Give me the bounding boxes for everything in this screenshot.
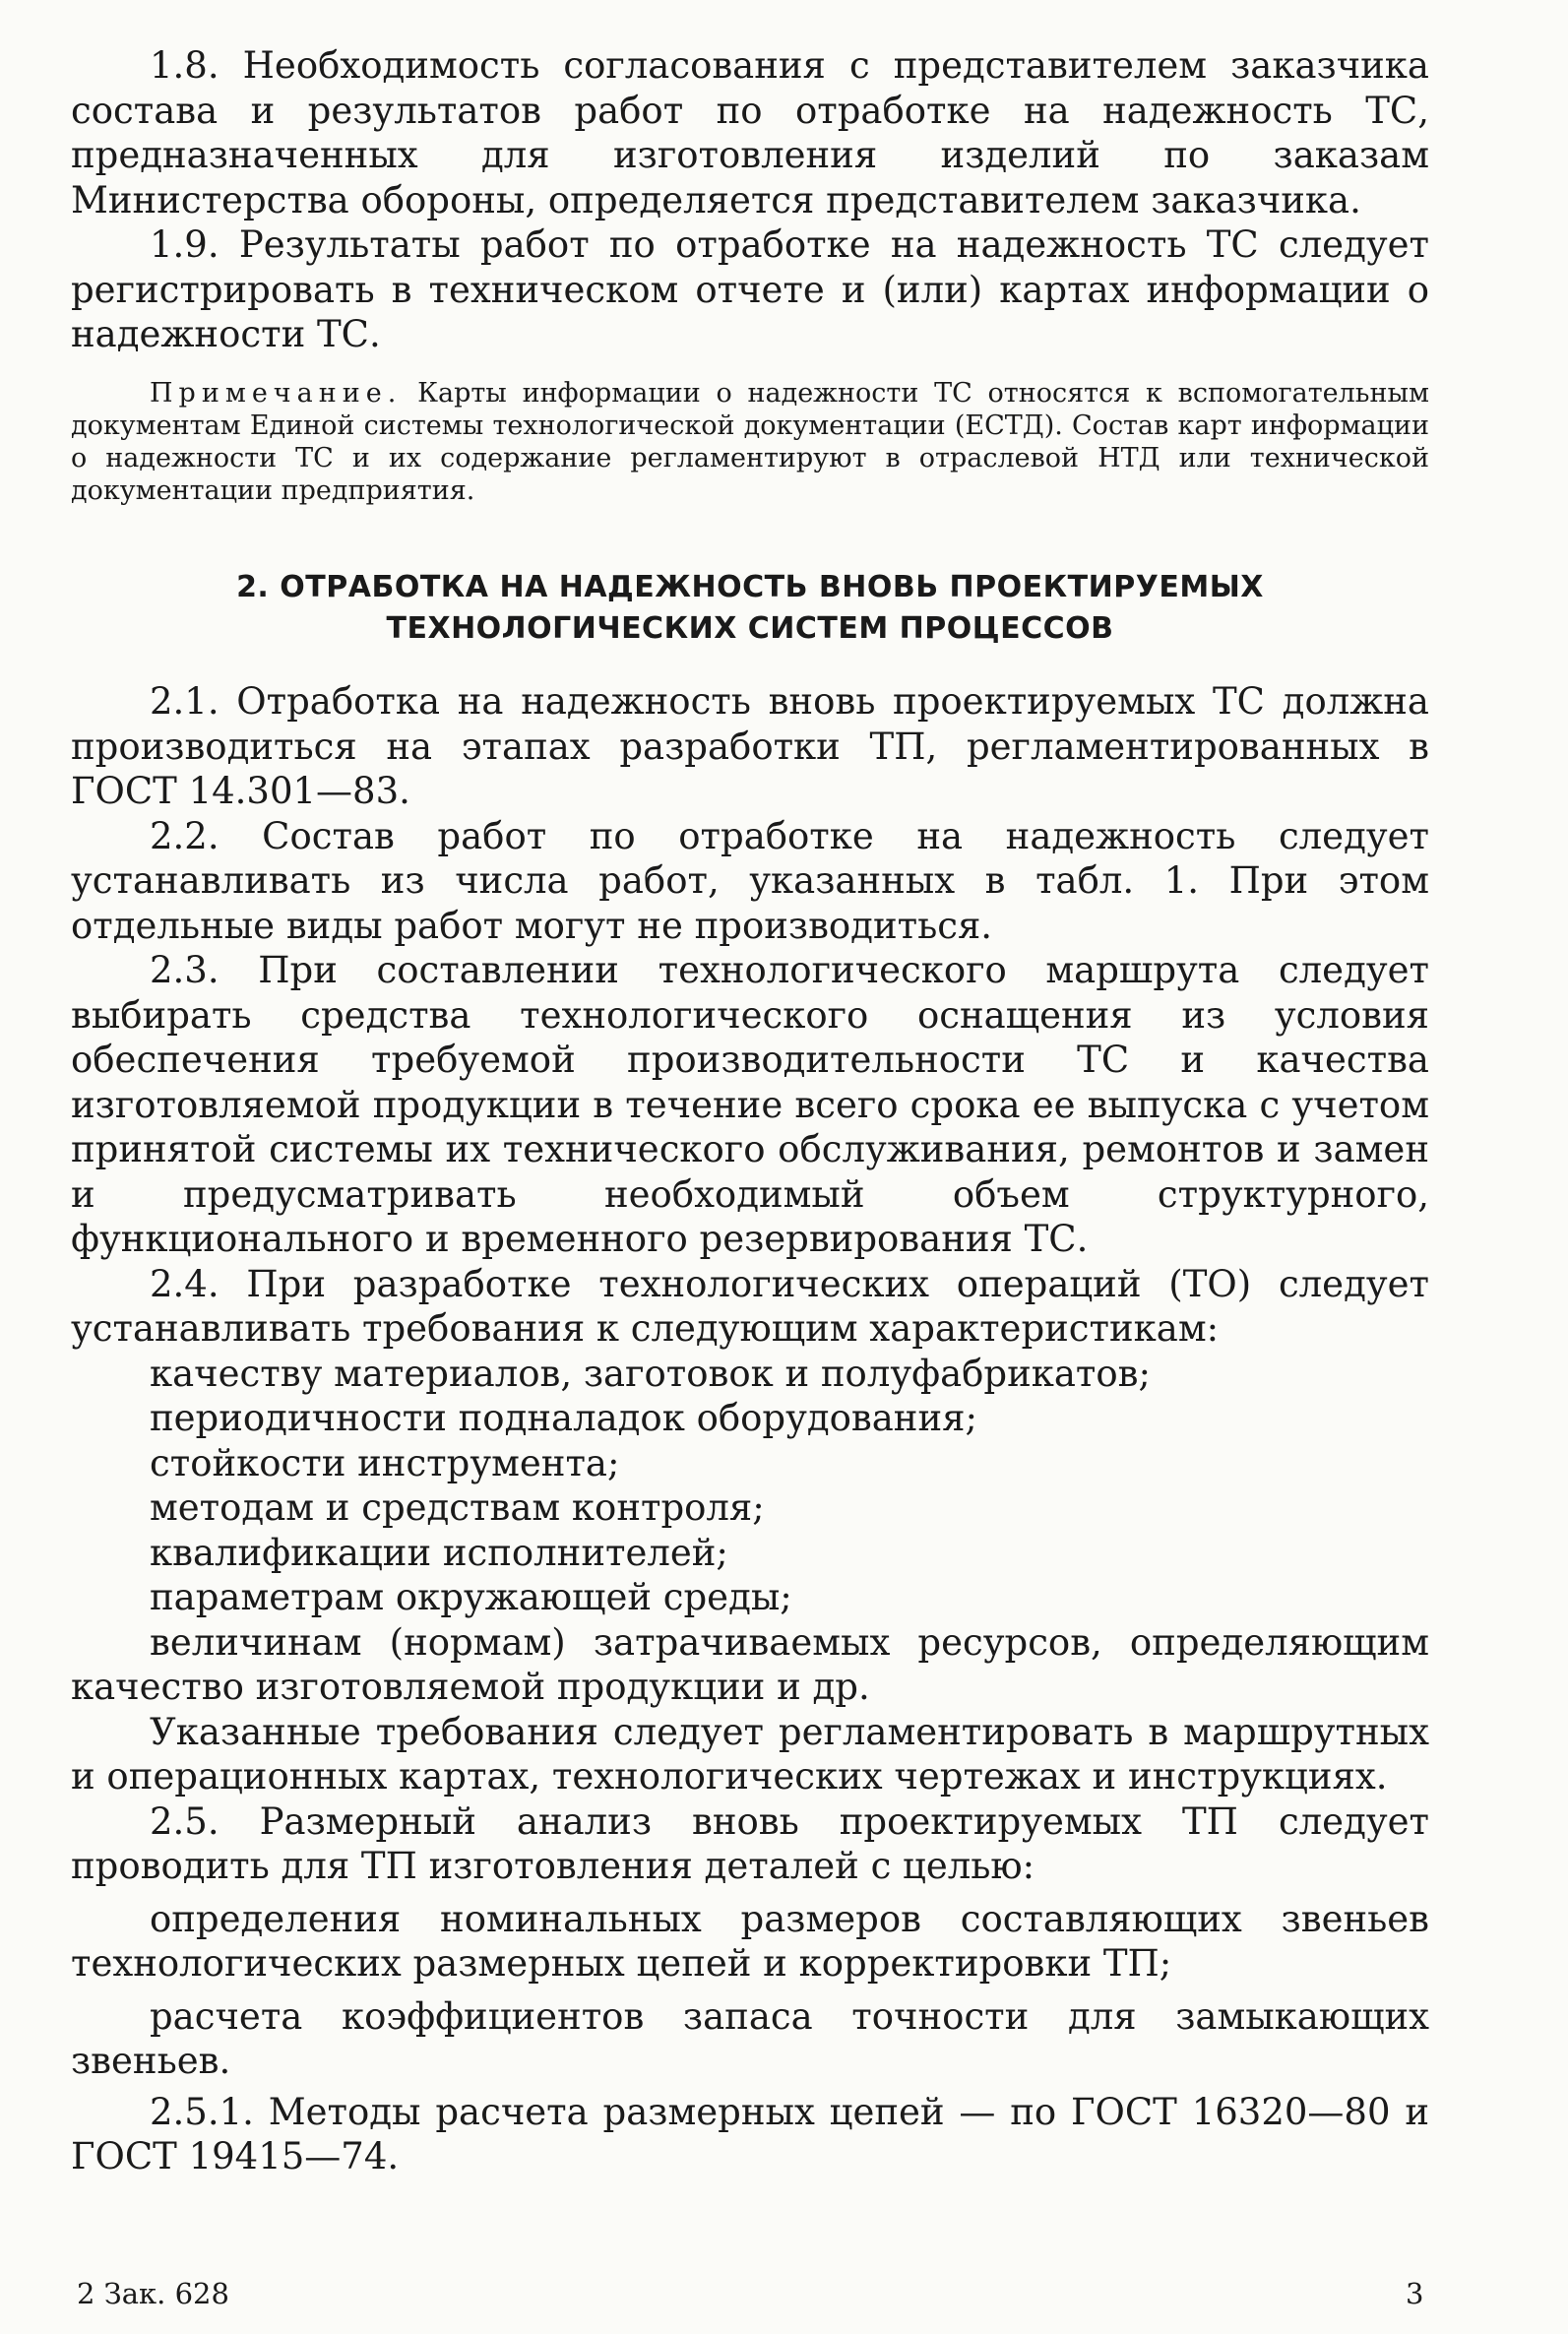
- paragraph-1-9: 1.9. Результаты работ по отработке на надежность ТС следует регистрировать в техническом отчете и (или) картах информации о надежности ТС.: [71, 223, 1429, 355]
- section-1-block: [71, 43, 1429, 507]
- note-text: Карты информации о надежности ТС относятся к вспомогательным документам Единой системы технологической документации (ЕСТД). Состав карт информации о надежности ТС и их содержание регламентируют в отраслевой НТД или технической документации предприятия.: [71, 377, 1429, 506]
- paragraph-2-2: 2.2. Состав работ по отработке на надежность следует устанавливать из числа работ, указанных в табл. 1. При этом отдельные виды работ могут не производиться.: [71, 814, 1429, 947]
- section-2-block: [71, 679, 1429, 2179]
- heading-line-2: ТЕХНОЛОГИЧЕСКИХ СИСТЕМ ПРОЦЕССОВ: [386, 611, 1114, 646]
- list-item: стойкости инструмента;: [150, 1441, 620, 1484]
- paragraph-2-3: 2.3. При составлении технологического маршрута следует выбирать средства технологического оснащения из условия обеспечения требуемой производительности ТС и качества изготовляемой продукции в течение всего срока ее выпуска с учетом принятой системы их технического обслуживания, ремонтов и замен и предусматривать необходимый объем структурного, функционального и временного резервирования ТС.: [71, 949, 1429, 1260]
- page-number: 3: [1406, 2277, 1424, 2310]
- note: [71, 377, 1429, 507]
- paragraph-2-5: 2.5. Размерный анализ вновь проектируемых ТП следует проводить для ТП изготовления деталей с целью:: [71, 1799, 1429, 1887]
- footer-order-number: 2 Зак. 628: [77, 2277, 229, 2310]
- note-label: Примечание.: [150, 377, 403, 409]
- list-item: величинам (нормам) затрачиваемых ресурсов, определяющим качество изготовляемой продукции и др.: [71, 1620, 1429, 1708]
- list-item: определения номинальных размеров составляющих звеньев технологических размерных цепей и корректировки ТП;: [71, 1897, 1429, 1985]
- list-item: качеству материалов, заготовок и полуфабрикатов;: [150, 1352, 1151, 1395]
- heading-line-1: 2. ОТРАБОТКА НА НАДЕЖНОСТЬ ВНОВЬ ПРОЕКТИРУЕМЫХ: [236, 570, 1264, 604]
- list-item: квалификации исполнителей;: [150, 1531, 728, 1574]
- list-item: методам и средствам контроля;: [150, 1486, 765, 1529]
- paragraph-1-8: 1.8. Необходимость согласования с представителем заказчика состава и результатов работ по отработке на надежность ТС, предназначенных для изготовления изделий по заказам Министерства обороны, определяется представителем заказчика.: [71, 44, 1429, 221]
- section-2-heading: [71, 567, 1429, 650]
- list-item: периодичности подналадок оборудования;: [150, 1397, 977, 1439]
- paragraph-2-4-end: Указанные требования следует регламентировать в маршрутных и операционных картах, технологических чертежах и инструкциях.: [71, 1710, 1429, 1798]
- list-item: параметрам окружающей среды;: [150, 1576, 792, 1618]
- list-item: расчета коэффициентов запаса точности для замыкающих звеньев.: [71, 1994, 1429, 2082]
- paragraph-2-4: 2.4. При разработке технологических операций (ТО) следует устанавливать требования к следующим характеристикам:: [71, 1262, 1429, 1350]
- paragraph-2-5-1: 2.5.1. Методы расчета размерных цепей — по ГОСТ 16320—80 и ГОСТ 19415—74.: [71, 2090, 1429, 2177]
- paragraph-2-1: 2.1. Отработка на надежность вновь проектируемых ТС должна производиться на этапах разработки ТП, регламентированных в ГОСТ 14.301—83.: [71, 680, 1429, 812]
